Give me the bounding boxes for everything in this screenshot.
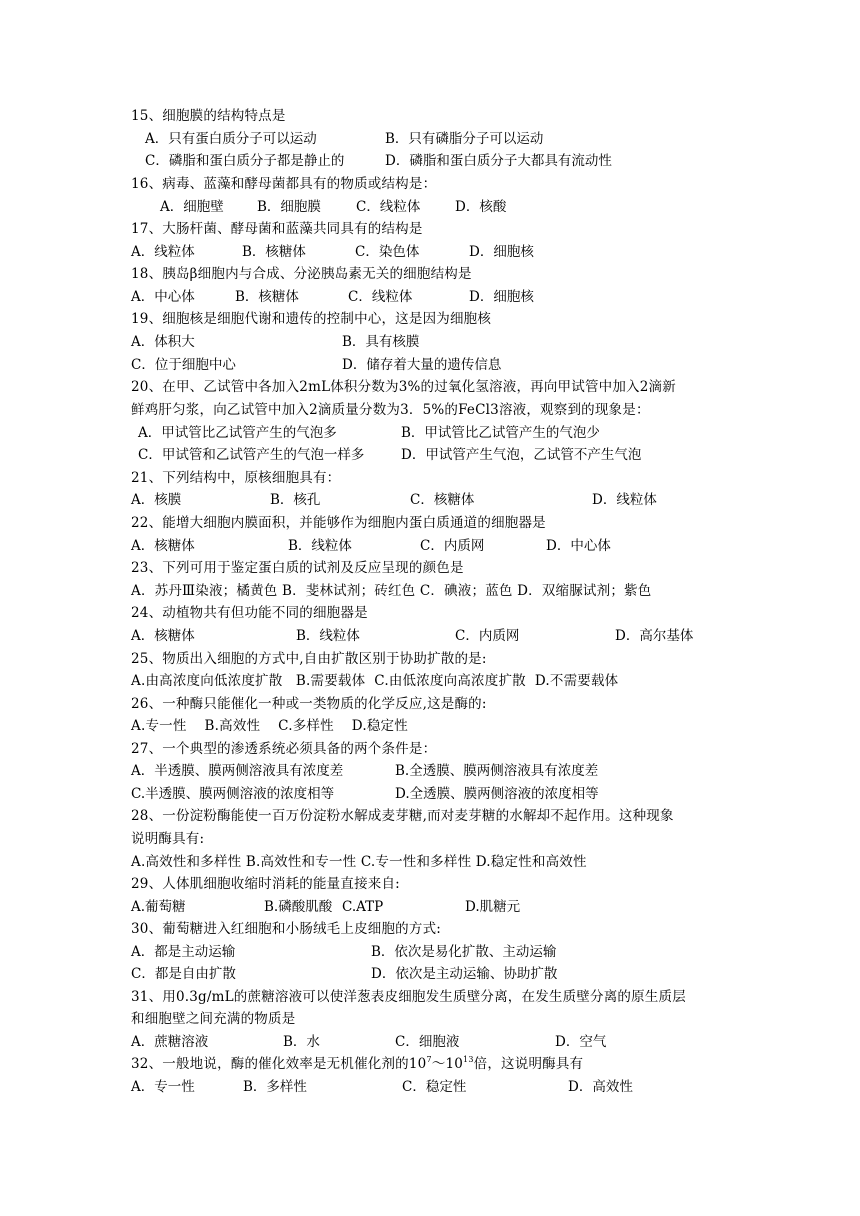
question-24-option-b: B．线粒体 xyxy=(296,628,360,644)
question-32-option-a: A．专一性 xyxy=(131,1079,195,1095)
question-29-option-c: C.ATP xyxy=(342,899,384,915)
question-18-option-b: B．核糖体 xyxy=(235,289,299,305)
question-21-option-b: B．核孔 xyxy=(270,492,321,508)
question-32-stem xyxy=(131,1055,583,1073)
question-15-option-b: B．只有磷脂分子可以运动 xyxy=(385,131,544,147)
question-17-option-c: C．染色体 xyxy=(355,244,420,260)
question-25-stem: 25、物质出入细胞的方式中,自由扩散区别于协助扩散的是: xyxy=(131,651,487,667)
question-30-option-b: B．依次是易化扩散、主动运输 xyxy=(371,944,557,960)
question-29-option-a: A.葡萄糖 xyxy=(131,899,186,915)
question-21-option-d: D．线粒体 xyxy=(592,492,657,508)
question-27-option-c: C.半透膜、膜两侧溶液的浓度相等 xyxy=(131,786,335,802)
question-27-option-b: B.全透膜、膜两侧溶液具有浓度差 xyxy=(395,763,599,779)
question-18-option-a: A．中心体 xyxy=(131,289,195,305)
question-19-option-d: D．储存着大量的遗传信息 xyxy=(342,357,502,373)
question-32-option-b: B．多样性 xyxy=(243,1079,307,1095)
question-19-option-a: A．体积大 xyxy=(131,334,195,350)
question-28-stem-cont: 说明酶具有: xyxy=(131,831,205,847)
question-31-option-d: D．空气 xyxy=(555,1034,607,1050)
question-18-option-c: C．线粒体 xyxy=(348,289,413,305)
question-25-options: A.由高浓度向低浓度扩散 B.需要载体 C.由低浓度向高浓度扩散 D.不需要载体 xyxy=(131,673,619,689)
question-30-stem: 30、葡萄糖进入红细胞和小肠绒毛上皮细胞的方式: xyxy=(131,921,442,937)
question-20-option-d: D．甲试管产生气泡，乙试管不产生气泡 xyxy=(401,447,642,463)
question-24-option-c: C．内质网 xyxy=(455,628,520,644)
question-32-stem-part-1: 32、一般地说，酶的催化效率是无机催化剂的10 xyxy=(131,1056,427,1072)
question-32-stem-part-3: 倍，这说明酶具有 xyxy=(473,1056,584,1072)
question-16-option-a: A．细胞壁 xyxy=(160,199,224,215)
question-18-option-d: D．细胞核 xyxy=(469,289,534,305)
question-18-stem: 18、胰岛β细胞内与合成、分泌胰岛素无关的细胞结构是 xyxy=(131,266,472,282)
question-24-option-a: A．核糖体 xyxy=(131,628,195,644)
question-17-option-a: A．线粒体 xyxy=(131,244,195,260)
question-15-stem: 15、细胞膜的结构特点是 xyxy=(131,108,286,124)
question-21-option-a: A．核膜 xyxy=(131,492,182,508)
question-19-option-c: C．位于细胞中心 xyxy=(131,357,236,373)
question-28-options: A.高效性和多样性 B.高效性和专一性 C.专一性和多样性 D.稳定性和高效性 xyxy=(131,854,587,870)
question-26-options: A.专一性 B.高效性 C.多样性 D.稳定性 xyxy=(131,718,408,734)
question-31-option-a: A．蔗糖溶液 xyxy=(131,1034,209,1050)
question-20-stem-cont: 鲜鸡肝匀浆，向乙试管中加入2滴质量分数为3．5%的FeCl3溶液，观察到的现象是： xyxy=(131,402,650,418)
question-22-option-a: A．核糖体 xyxy=(131,538,195,554)
question-22-option-b: B．线粒体 xyxy=(288,538,352,554)
question-22-option-c: C．内质网 xyxy=(420,538,485,554)
question-19-stem: 19、细胞核是细胞代谢和遗传的控制中心，这是因为细胞核 xyxy=(131,311,492,327)
question-30-option-c: C．都是自由扩散 xyxy=(131,966,236,982)
question-16-option-b: B．细胞膜 xyxy=(257,199,321,215)
question-16-option-c: C．线粒体 xyxy=(356,199,421,215)
question-21-stem: 21、下列结构中，原核细胞具有： xyxy=(131,470,341,486)
question-20-option-b: B．甲试管比乙试管产生的气泡少 xyxy=(401,425,600,441)
question-30-option-d: D．依次是主动运输、协助扩散 xyxy=(371,966,558,982)
question-31-stem-cont: 和细胞壁之间充满的物质是 xyxy=(131,1011,296,1027)
question-29-option-b: B.磷酸肌酸 xyxy=(264,899,333,915)
question-24-stem: 24、动植物共有但功能不同的细胞器是 xyxy=(131,605,368,621)
question-31-option-b: B．水 xyxy=(283,1034,320,1050)
question-30-option-a: A．都是主动运输 xyxy=(131,944,236,960)
question-29-option-d: D.肌糖元 xyxy=(465,899,521,915)
question-23-stem: 23、下列可用于鉴定蛋白质的试剂及反应呈现的颜色是 xyxy=(131,560,464,576)
question-15-option-d: D．磷脂和蛋白质分子大都具有流动性 xyxy=(385,153,612,169)
question-26-stem: 26、一种酶只能催化一种或一类物质的化学反应,这是酶的: xyxy=(131,696,487,712)
question-27-stem: 27、一个典型的渗透系统必须具备的两个条件是： xyxy=(131,741,437,757)
question-17-option-d: D．细胞核 xyxy=(469,244,534,260)
question-19-option-b: B．具有核膜 xyxy=(342,334,420,350)
exponent-13: 13 xyxy=(463,1055,474,1064)
question-20-option-a: A．甲试管比乙试管产生的气泡多 xyxy=(138,425,337,441)
question-15-option-c: C．磷脂和蛋白质分子都是静止的 xyxy=(145,153,345,169)
question-20-stem: 20、在甲、乙试管中各加入2mL体积分数为3%的过氧化氢溶液，再向甲试管中加入2滴新 xyxy=(131,379,676,395)
exponent-7: 7 xyxy=(426,1055,432,1064)
question-22-option-d: D．中心体 xyxy=(546,538,611,554)
question-17-stem: 17、大肠杆菌、酵母菌和蓝藻共同具有的结构是 xyxy=(131,221,423,237)
question-32-option-c: C．稳定性 xyxy=(402,1079,467,1095)
question-31-stem: 31、用0.3g/mL的蔗糖溶液可以使洋葱表皮细胞发生质壁分离，在发生质壁分离的原生质层 xyxy=(131,989,686,1005)
question-32-option-d: D．高效性 xyxy=(568,1079,633,1095)
question-28-stem: 28、一份淀粉酶能使一百万份淀粉水解成麦芽糖,而对麦芽糖的水解却不起作用。这种现象 xyxy=(131,808,674,824)
question-27-option-a: A．半透膜、膜两侧溶液具有浓度差 xyxy=(131,763,344,779)
question-27-option-d: D.全透膜、膜两侧溶液的浓度相等 xyxy=(395,786,599,802)
question-16-option-d: D．核酸 xyxy=(455,199,507,215)
question-31-option-c: C．细胞液 xyxy=(395,1034,460,1050)
question-15-option-a: A．只有蛋白质分子可以运动 xyxy=(145,131,317,147)
question-24-option-d: D．高尔基体 xyxy=(615,628,694,644)
question-17-option-b: B．核糖体 xyxy=(242,244,306,260)
question-16-stem: 16、病毒、蓝藻和酵母菌都具有的物质或结构是： xyxy=(131,176,437,192)
question-22-stem: 22、能增大细胞内膜面积，并能够作为细胞内蛋白质通道的细胞器是 xyxy=(131,515,546,531)
question-32-stem-part-2: ～10 xyxy=(431,1056,464,1072)
question-21-option-c: C．核糖体 xyxy=(410,492,475,508)
question-23-options: A．苏丹Ⅲ染液；橘黄色 B．斐林试剂；砖红色 C．碘液；蓝色 D．双缩脲试剂；紫色 xyxy=(131,583,652,599)
question-29-stem: 29、人体肌细胞收缩时消耗的能量直接来自: xyxy=(131,876,400,892)
question-20-option-c: C．甲试管和乙试管产生的气泡一样多 xyxy=(138,447,365,463)
